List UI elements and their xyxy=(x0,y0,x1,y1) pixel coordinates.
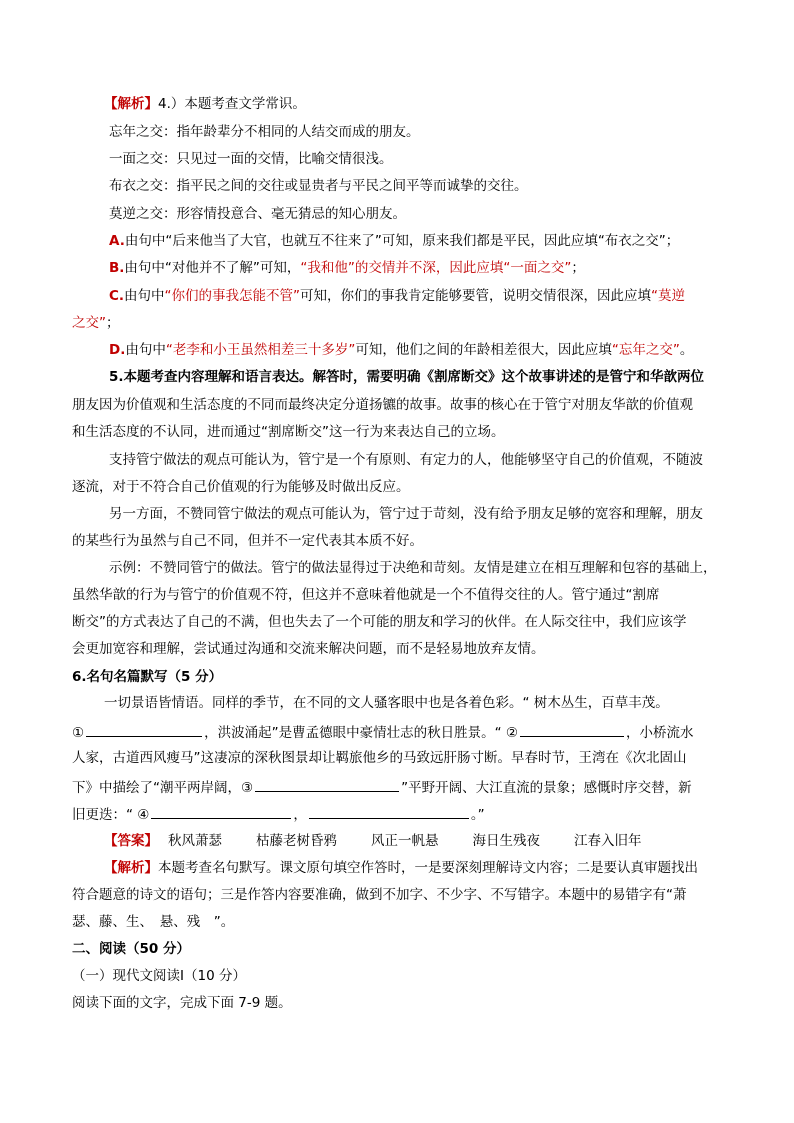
q5-p3-line-1: 另一方面，不赞同管宁做法的观点可能认为，管宁过于苛刻，没有给予朋友足够的宽容和理解，朋友 xyxy=(109,506,703,522)
blank-2 xyxy=(520,721,624,737)
q6-jiexi-2: 符合题意的诗文的语句；三是作答内容要准确，做到不加字、不少字、不写错字。本题中的易错字有“萧 xyxy=(72,887,687,903)
answer-5: 江春入旧年 xyxy=(574,833,642,849)
blank-3 xyxy=(255,776,399,792)
jiexi-label-2: 【解析】 xyxy=(104,860,158,876)
q6-answer xyxy=(104,831,754,851)
q5-p4-line-2: 虽然华歆的行为与管宁的价值观不符，但这并不意味着他就是一个不值得交往的人。管宁通过“割席 xyxy=(72,587,660,603)
def-yimian: 一面之交：只见过一面的交情，比喻交情很浅。 xyxy=(109,151,393,167)
q5-line-3: 和生活态度的不认同，进而通过“割席断交”这一行为来表达自己的立场。 xyxy=(72,424,505,440)
answer-1: 秋风萧瑟 xyxy=(168,833,222,849)
q5-p4-line-4: 会更加宽容和理解，尝试通过沟通和交流来解决问题，而不是轻易地放弃友情。 xyxy=(72,641,545,657)
def-buyi: 布衣之交：指平民之间的交往或显贵者与平民之间平等而诚挚的交往。 xyxy=(109,178,528,194)
q5-line-2: 朋友因为价值观和生活态度的不同而最终决定分道扬镳的故事。故事的核心在于管宁对朋友华歆的价值观 xyxy=(72,397,693,413)
jiexi-label: 【解析】 xyxy=(104,96,158,112)
q5-p4-line-3: 断交”的方式表达了自己的不满，但也失去了一个可能的朋友和学习的伙伴。在人际交往中，我们应该学 xyxy=(72,614,687,630)
q5-p2-line-2: 逐流，对于不符合自己价值观的行为能够及时做出反应。 xyxy=(72,479,410,495)
q4-option-d: D.由句中“老李和小王虽然相差三十多岁”可知，他们之间的年龄相差很大，因此应填“忘年之交”。 xyxy=(109,342,694,358)
blank-4b xyxy=(309,803,469,819)
section-2-sub: （一）现代文阅读Ⅰ（10 分） xyxy=(72,968,246,984)
q6-jiexi-3: 瑟、藤、生、 悬、残 ”。 xyxy=(72,914,235,930)
q5-p4-line-1: 示例：不赞同管宁的做法。管宁的做法显得过于决绝和苛刻。友情是建立在相互理解和包容的基础上， xyxy=(109,560,717,576)
q5-p2-line-1: 支持管宁做法的观点可能认为，管宁是一个有原则、有定力的人，他能够坚守自己的价值观，不随波 xyxy=(109,452,703,468)
q5-p3-line-2: 的某些行为虽然与自己不同，但并不一定代表其本质不好。 xyxy=(72,533,423,549)
q6-line-4: 下》中描绘了“潮平两岸阔，③ ”平野开阔、大江直流的景象；感慨时序交替，新 xyxy=(72,776,722,798)
q4-option-c-cont: 之交”； xyxy=(72,315,120,331)
q4-option-b: B.由句中“对他并不了解”可知，“我和他”的交情并不深，因此应填“一面之交”； xyxy=(109,260,585,276)
q6-line-1: 一切景语皆情语。同样的季节，在不同的文人骚客眼中也是各着色彩。“ 树木丛生，百草丰茂。 xyxy=(104,695,669,711)
def-moni: 莫逆之交：形容情投意合、毫无猜忌的知心朋友。 xyxy=(109,206,406,222)
q6-heading: 6.名句名篇默写（5 分） xyxy=(72,669,223,685)
q4-option-a: A.由句中“后来他当了大官，也就互不往来了”可知，原来我们都是平民，因此应填“布衣之交”； xyxy=(109,233,680,249)
blank-1 xyxy=(86,721,202,737)
answer-2: 枯藤老树昏鸦 xyxy=(256,833,337,849)
section-2-intro: 阅读下面的文字，完成下面 7-9 题。 xyxy=(72,995,292,1011)
q6-line-2: ① ，洪波涌起”是曹孟德眼中豪情壮志的秋日胜景。“ ② ，小桥流水 xyxy=(72,721,722,743)
q6-jiexi-1: 【解析】本题考查名句默写。课文原句填空作答时，一是要深刻理解诗文内容；二是要认真审题找出 xyxy=(104,860,698,876)
answer-3: 风正一帆悬 xyxy=(371,833,439,849)
q6-line-5: 旧更迭：“ ④ ， 。” xyxy=(72,803,722,825)
answer-4: 海日生残夜 xyxy=(472,833,540,849)
q4-option-c: C.由句中“你们的事我怎能不管”可知，你们的事我肯定能够要管，说明交情很深，因此应填“莫逆 xyxy=(109,288,686,304)
q6-line-3: 人家，古道西风瘦马”这凄凉的深秋图景却让羁旅他乡的马致远肝肠寸断。早春时节，王湾在《次北固山 xyxy=(72,750,687,766)
q5-line-1: 5.本题考查内容理解和语言表达。解答时，需要明确《割席断交》这个故事讲述的是管宁和华歆两位 xyxy=(109,369,705,385)
answer-label: 【答案】 xyxy=(104,833,158,849)
q4-intro: 【解析】4.）本题考查文学常识。 xyxy=(104,96,306,112)
def-wangnian: 忘年之交：指年龄辈分不相同的人结交而成的朋友。 xyxy=(109,124,420,140)
blank-4a xyxy=(151,803,291,819)
section-2-heading: 二、阅读（50 分） xyxy=(72,941,190,957)
